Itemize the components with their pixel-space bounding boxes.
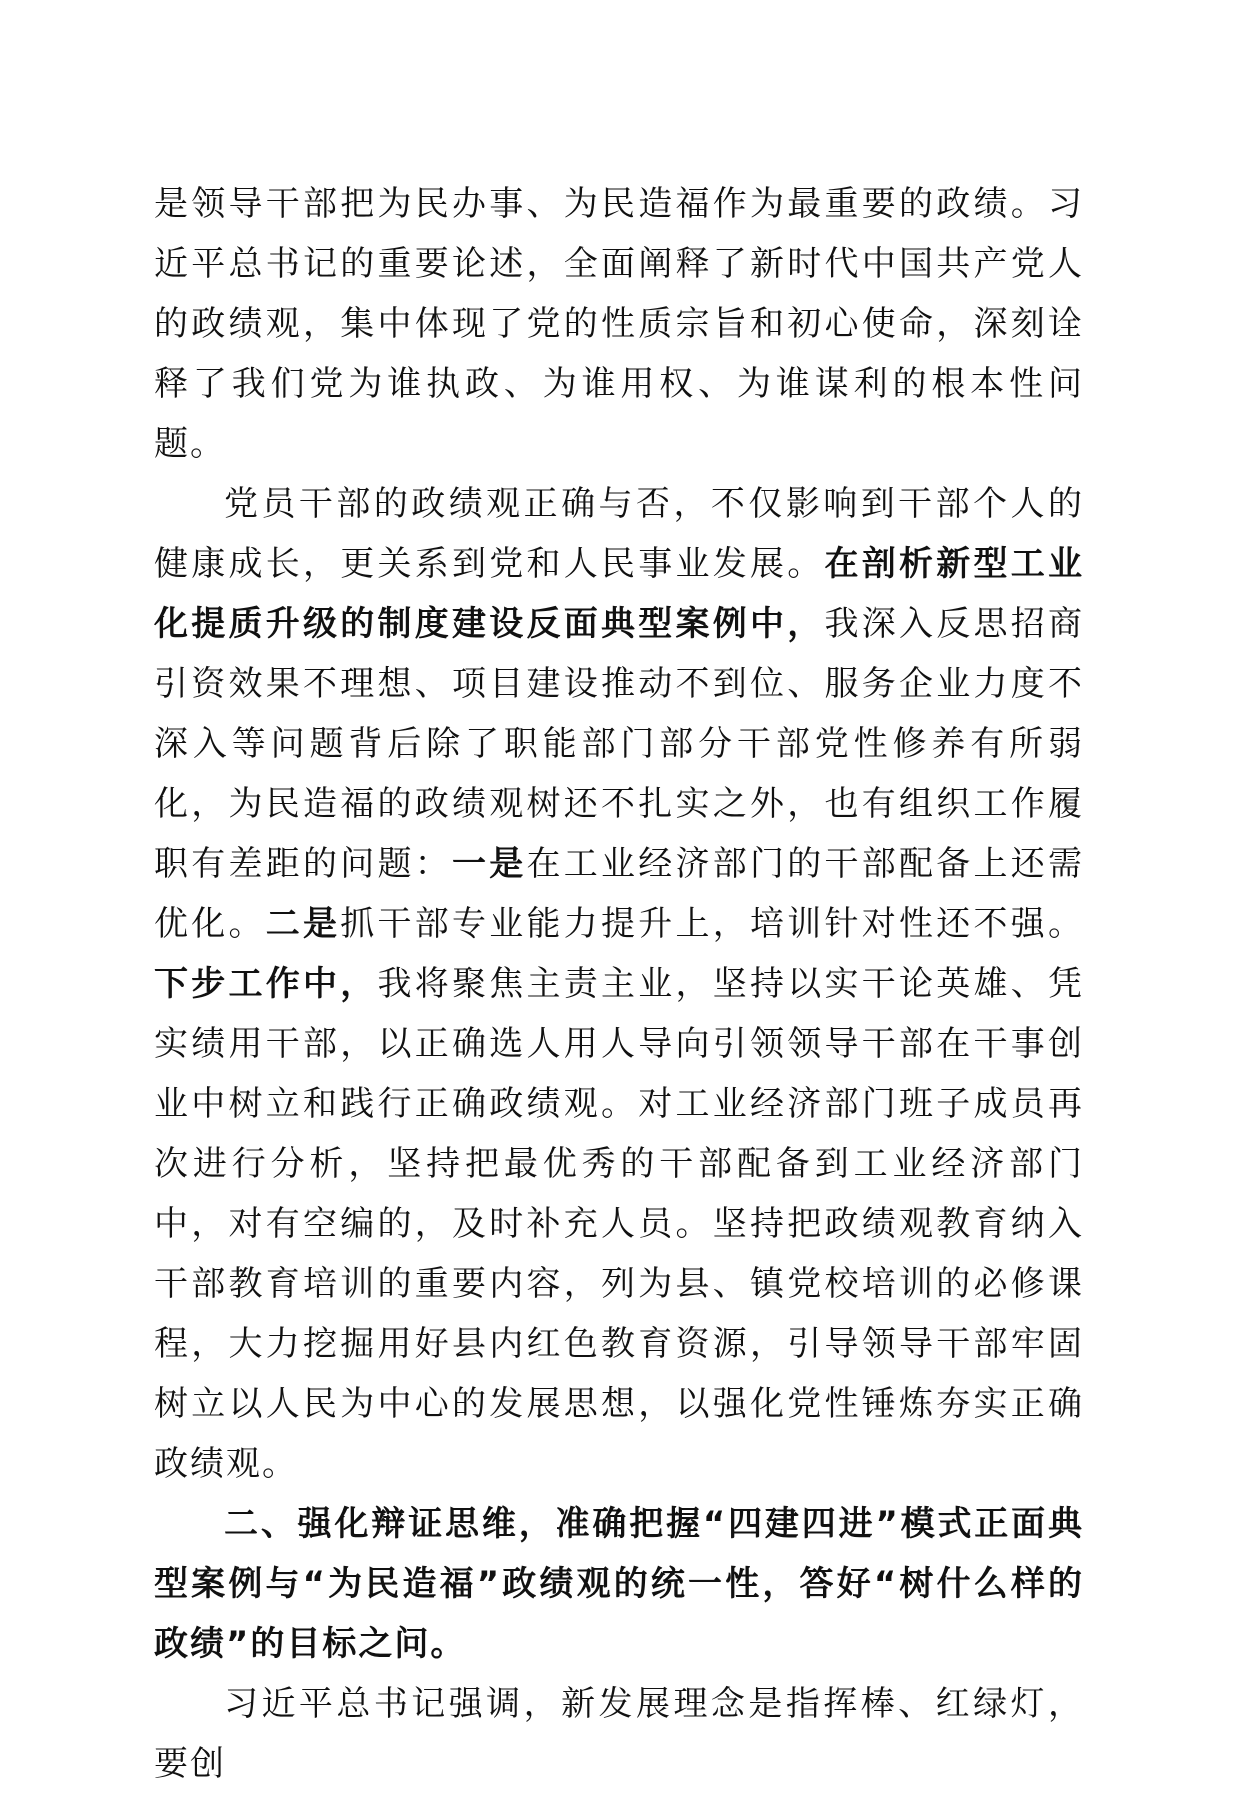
section-heading-two: 二、强化辩证思维，准确把握“四建四进”模式正面典型案例与“为民造福”政绩观的统一性，答好“树什么样的政绩”的目标之问。 [154, 1504, 1084, 1664]
paragraph-text: 在工业经济部门的干部配备上还需优化。 [154, 844, 1084, 944]
bold-next-steps: 下步工作中， [154, 964, 378, 1004]
paragraph-continuation: 是领导干部把为民办事、为民造福作为最重要的政绩。习近平总书记的重要论述，全面阐释了新时代中国共产党人的政绩观，集中体现了党的性质宗旨和初心使命，深刻诠释了我们党为谁执政、为谁用权、为谁谋利的根本性问题。 [154, 184, 1084, 464]
paragraph-text: 我深入反思招商引资效果不理想、项目建设推动不到位、服务企业力度不深入等问题背后除了职能部门部分干部党性修养有所弱化，为民造福的政绩观树还不扎实之外，也有组织工作履职有差距的问题： [154, 604, 1084, 884]
bold-point-one: 一是 [452, 844, 527, 884]
bold-point-two: 二是 [265, 904, 341, 944]
paragraph-text: 党员干部的政绩观正确与否，不仅影响到干部个人的健康成长，更关系到党和人民事业发展。 [154, 484, 1084, 584]
paragraph-political-view [154, 474, 1084, 1494]
paragraph-text: 我将聚焦主责主业，坚持以实干论英雄、凭实绩用干部，以正确选人用人导向引领领导干部在干事创业中树立和践行正确政绩观。对工业经济部门班子成员再次进行分析，坚持把最优秀的干部配备到工业经济部门中，对有空编的，及时补充人员。坚持把政绩观教育纳入干部教育培训的重要内容，列为县、镇党校培训的必修课程，大力挖掘用好县内红色教育资源，引导领导干部牢固树立以人民为中心的发展思想，以强化党性锤炼夯实正确政绩观。 [154, 964, 1084, 1484]
paragraph-new-development: 习近平总书记强调，新发展理念是指挥棒、红绿灯，要创 [154, 1684, 1084, 1784]
document-body [154, 174, 1084, 1794]
paragraph-text: 抓干部专业能力提升上，培训针对性还不强。 [340, 904, 1084, 944]
bold-lead-in: 在剖析新型工业化提质升级的制度建设反面典型案例中， [154, 544, 1084, 644]
